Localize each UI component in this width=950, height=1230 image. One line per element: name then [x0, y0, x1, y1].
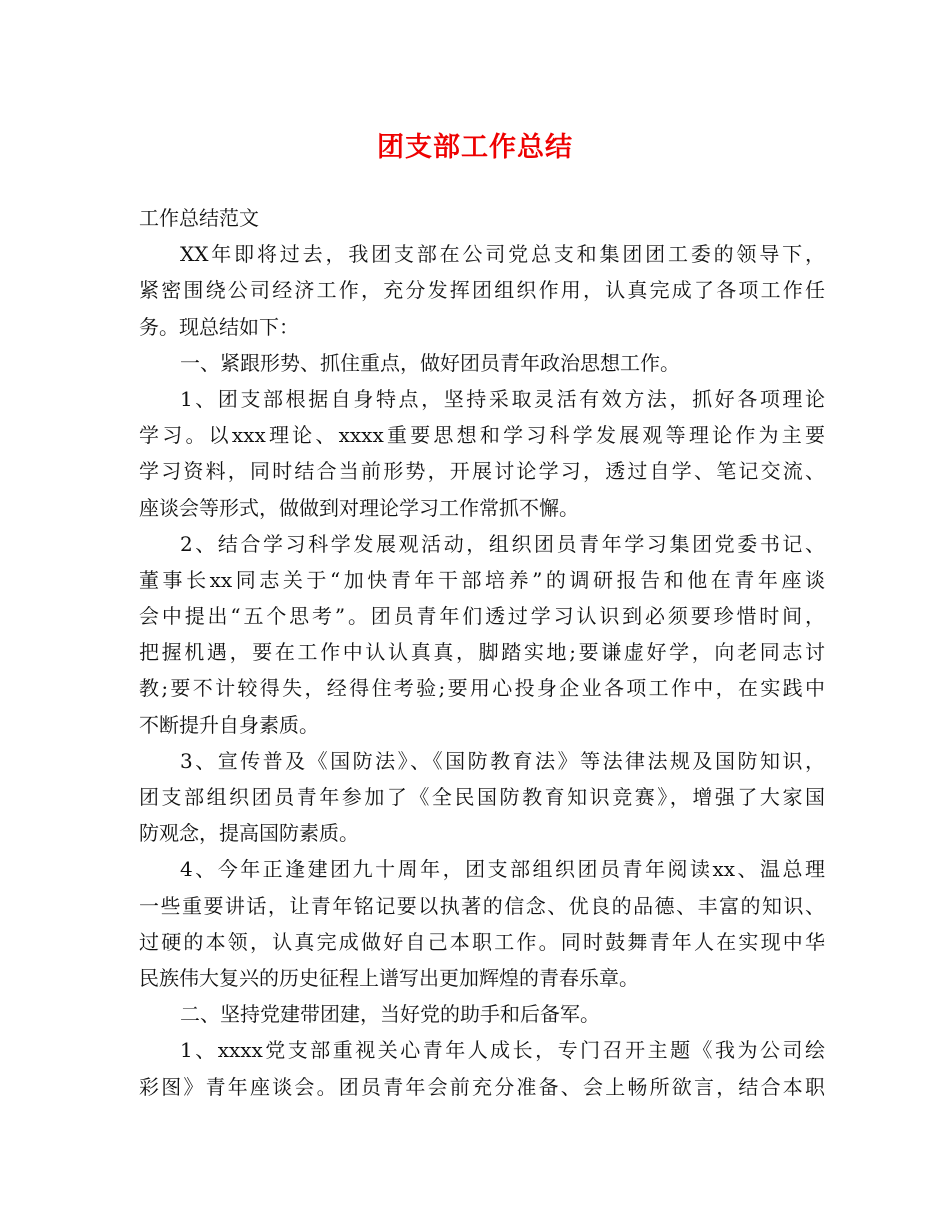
body-text-line: 学习。以xxx理论、xxxx重要思想和学习科学发展观等理论作为主要 — [139, 423, 825, 448]
body-text-line: 紧密围绕公司经济工作，充分发挥团组织作用，认真完成了各项工作任 — [139, 278, 825, 303]
document-body — [139, 200, 825, 1105]
document-title: 团支部工作总结 — [377, 132, 573, 163]
body-text-line: 1、xxxx党支部重视关心青年人成长，专门召开主题《我为公司绘 — [180, 1038, 825, 1063]
body-text-line: 不断提升自身素质。 — [139, 712, 319, 737]
body-text-line: 一些重要讲话，让青年铭记要以执著的信念、优良的品德、丰富的知识、 — [139, 893, 825, 918]
body-text-line: 2、结合学习科学发展观活动，组织团员青年学习集团党委书记、 — [180, 531, 825, 556]
body-text-line: 务。现总结如下： — [139, 314, 299, 339]
body-text-line: 教;要不计较得失，经得住考验;要用心投身企业各项工作中，在实践中 — [139, 676, 825, 701]
body-text-line: 彩图》青年座谈会。团员青年会前充分准备、会上畅所欲言，结合本职 — [139, 1074, 825, 1099]
body-text-line: 3、宣传普及《国防法》、《国防教育法》等法律法规及国防知识， — [180, 748, 825, 773]
body-text-line: 董事长xx同志关于“加快青年干部培养”的调研报告和他在青年座谈 — [139, 567, 825, 592]
body-text-line: 4、今年正逢建团九十周年，团支部组织团员青年阅读xx、温总理 — [180, 857, 825, 882]
body-text-line: 学习资料，同时结合当前形势，开展讨论学习，透过自学、笔记交流、 — [139, 459, 825, 484]
body-text-line: 二、坚持党建带团建，当好党的助手和后备军。 — [180, 1002, 600, 1027]
body-text-line: 工作总结范文 — [139, 206, 259, 230]
body-text-line: 防观念，提高国防素质。 — [139, 821, 359, 846]
body-text-line: 团支部组织团员青年参加了《全民国防教育知识竞赛》，增强了大家国 — [139, 785, 825, 809]
body-text-line: 把握机遇，要在工作中认认真真，脚踏实地;要谦虚好学，向老同志讨 — [139, 640, 825, 665]
body-text-line: 1、团支部根据自身特点，坚持采取灵活有效方法，抓好各项理论 — [180, 386, 825, 411]
body-text-line: 座谈会等形式，做做到对理论学习工作常抓不懈。 — [139, 495, 579, 520]
body-text-line: XX年即将过去，我团支部在公司党总支和集团团工委的领导下， — [180, 242, 825, 267]
body-text-line: 一、紧跟形势、抓住重点，做好团员青年政治思想工作。 — [180, 350, 680, 375]
body-text-line: 民族伟大复兴的历史征程上谱写出更加辉煌的青春乐章。 — [139, 965, 639, 990]
body-text-line: 过硬的本领，认真完成做好自己本职工作。同时鼓舞青年人在实现中华 — [139, 929, 825, 954]
body-text-line: 会中提出“五个思考”。团员青年们透过学习认识到必须要珍惜时间， — [139, 604, 825, 629]
